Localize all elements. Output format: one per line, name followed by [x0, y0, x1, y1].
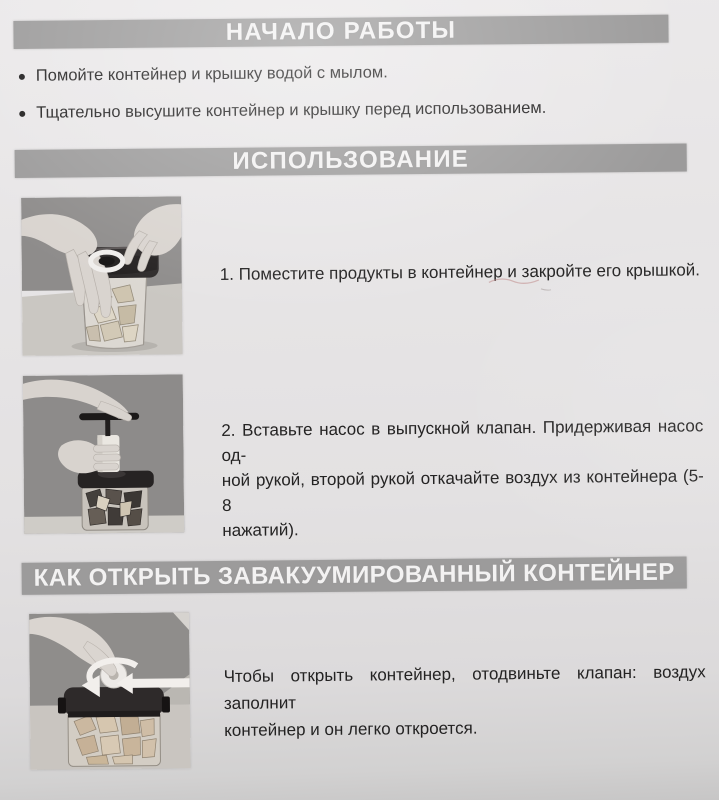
- hand-pumping-illustration: [23, 374, 185, 534]
- section-title: НАЧАЛО РАБОТЫ: [225, 16, 457, 46]
- bullet-text: Помойте контейнер и крышку водой с мылом.: [35, 63, 388, 85]
- finger-sliding-valve-illustration: [29, 612, 190, 770]
- photo-step-3-open-valve: [29, 612, 190, 770]
- step-line: контейнер и он легко откроется.: [224, 718, 478, 740]
- step-line: нажатий).: [222, 520, 299, 540]
- section-header-open-vacuumed: [22, 557, 687, 595]
- step-1-text: [220, 257, 702, 287]
- bullet-item-dry: [17, 98, 677, 123]
- step-line: ной рукой, второй рукой откачайте воздух из контейнера (5-8: [221, 466, 704, 515]
- bullet-icon: [19, 74, 25, 80]
- section-header-getting-started: [13, 15, 668, 49]
- section-header-usage: [15, 143, 687, 177]
- step-2-text: [221, 413, 704, 543]
- step-line: 2. Вставьте насос в выпускной клапан. Придерживая насос од-: [221, 416, 704, 465]
- bullet-text: Тщательно высушите контейнер и крышку перед использованием.: [36, 98, 547, 122]
- step-line: 1. Поместите продукты в контейнер и закройте его крышкой.: [219, 260, 701, 284]
- hands-closing-container-illustration: [21, 196, 183, 356]
- bullet-item-wash: [17, 61, 677, 86]
- section-title: КАК ОТКРЫТЬ ЗАВАКУУМИРОВАННЫЙ КОНТЕЙНЕР: [33, 558, 675, 592]
- step-3-text: [224, 658, 707, 744]
- pen-smudge-mark: [485, 275, 557, 296]
- photo-step-1-closing-lid: [21, 196, 183, 356]
- step-line: Чтобы открыть контейнер, отодвиньте клапан: воздух заполнит: [223, 662, 706, 713]
- bullet-icon: [19, 111, 25, 117]
- section-title: ИСПОЛЬЗОВАНИЕ: [232, 145, 470, 175]
- photo-step-2-pumping-air: [23, 374, 185, 534]
